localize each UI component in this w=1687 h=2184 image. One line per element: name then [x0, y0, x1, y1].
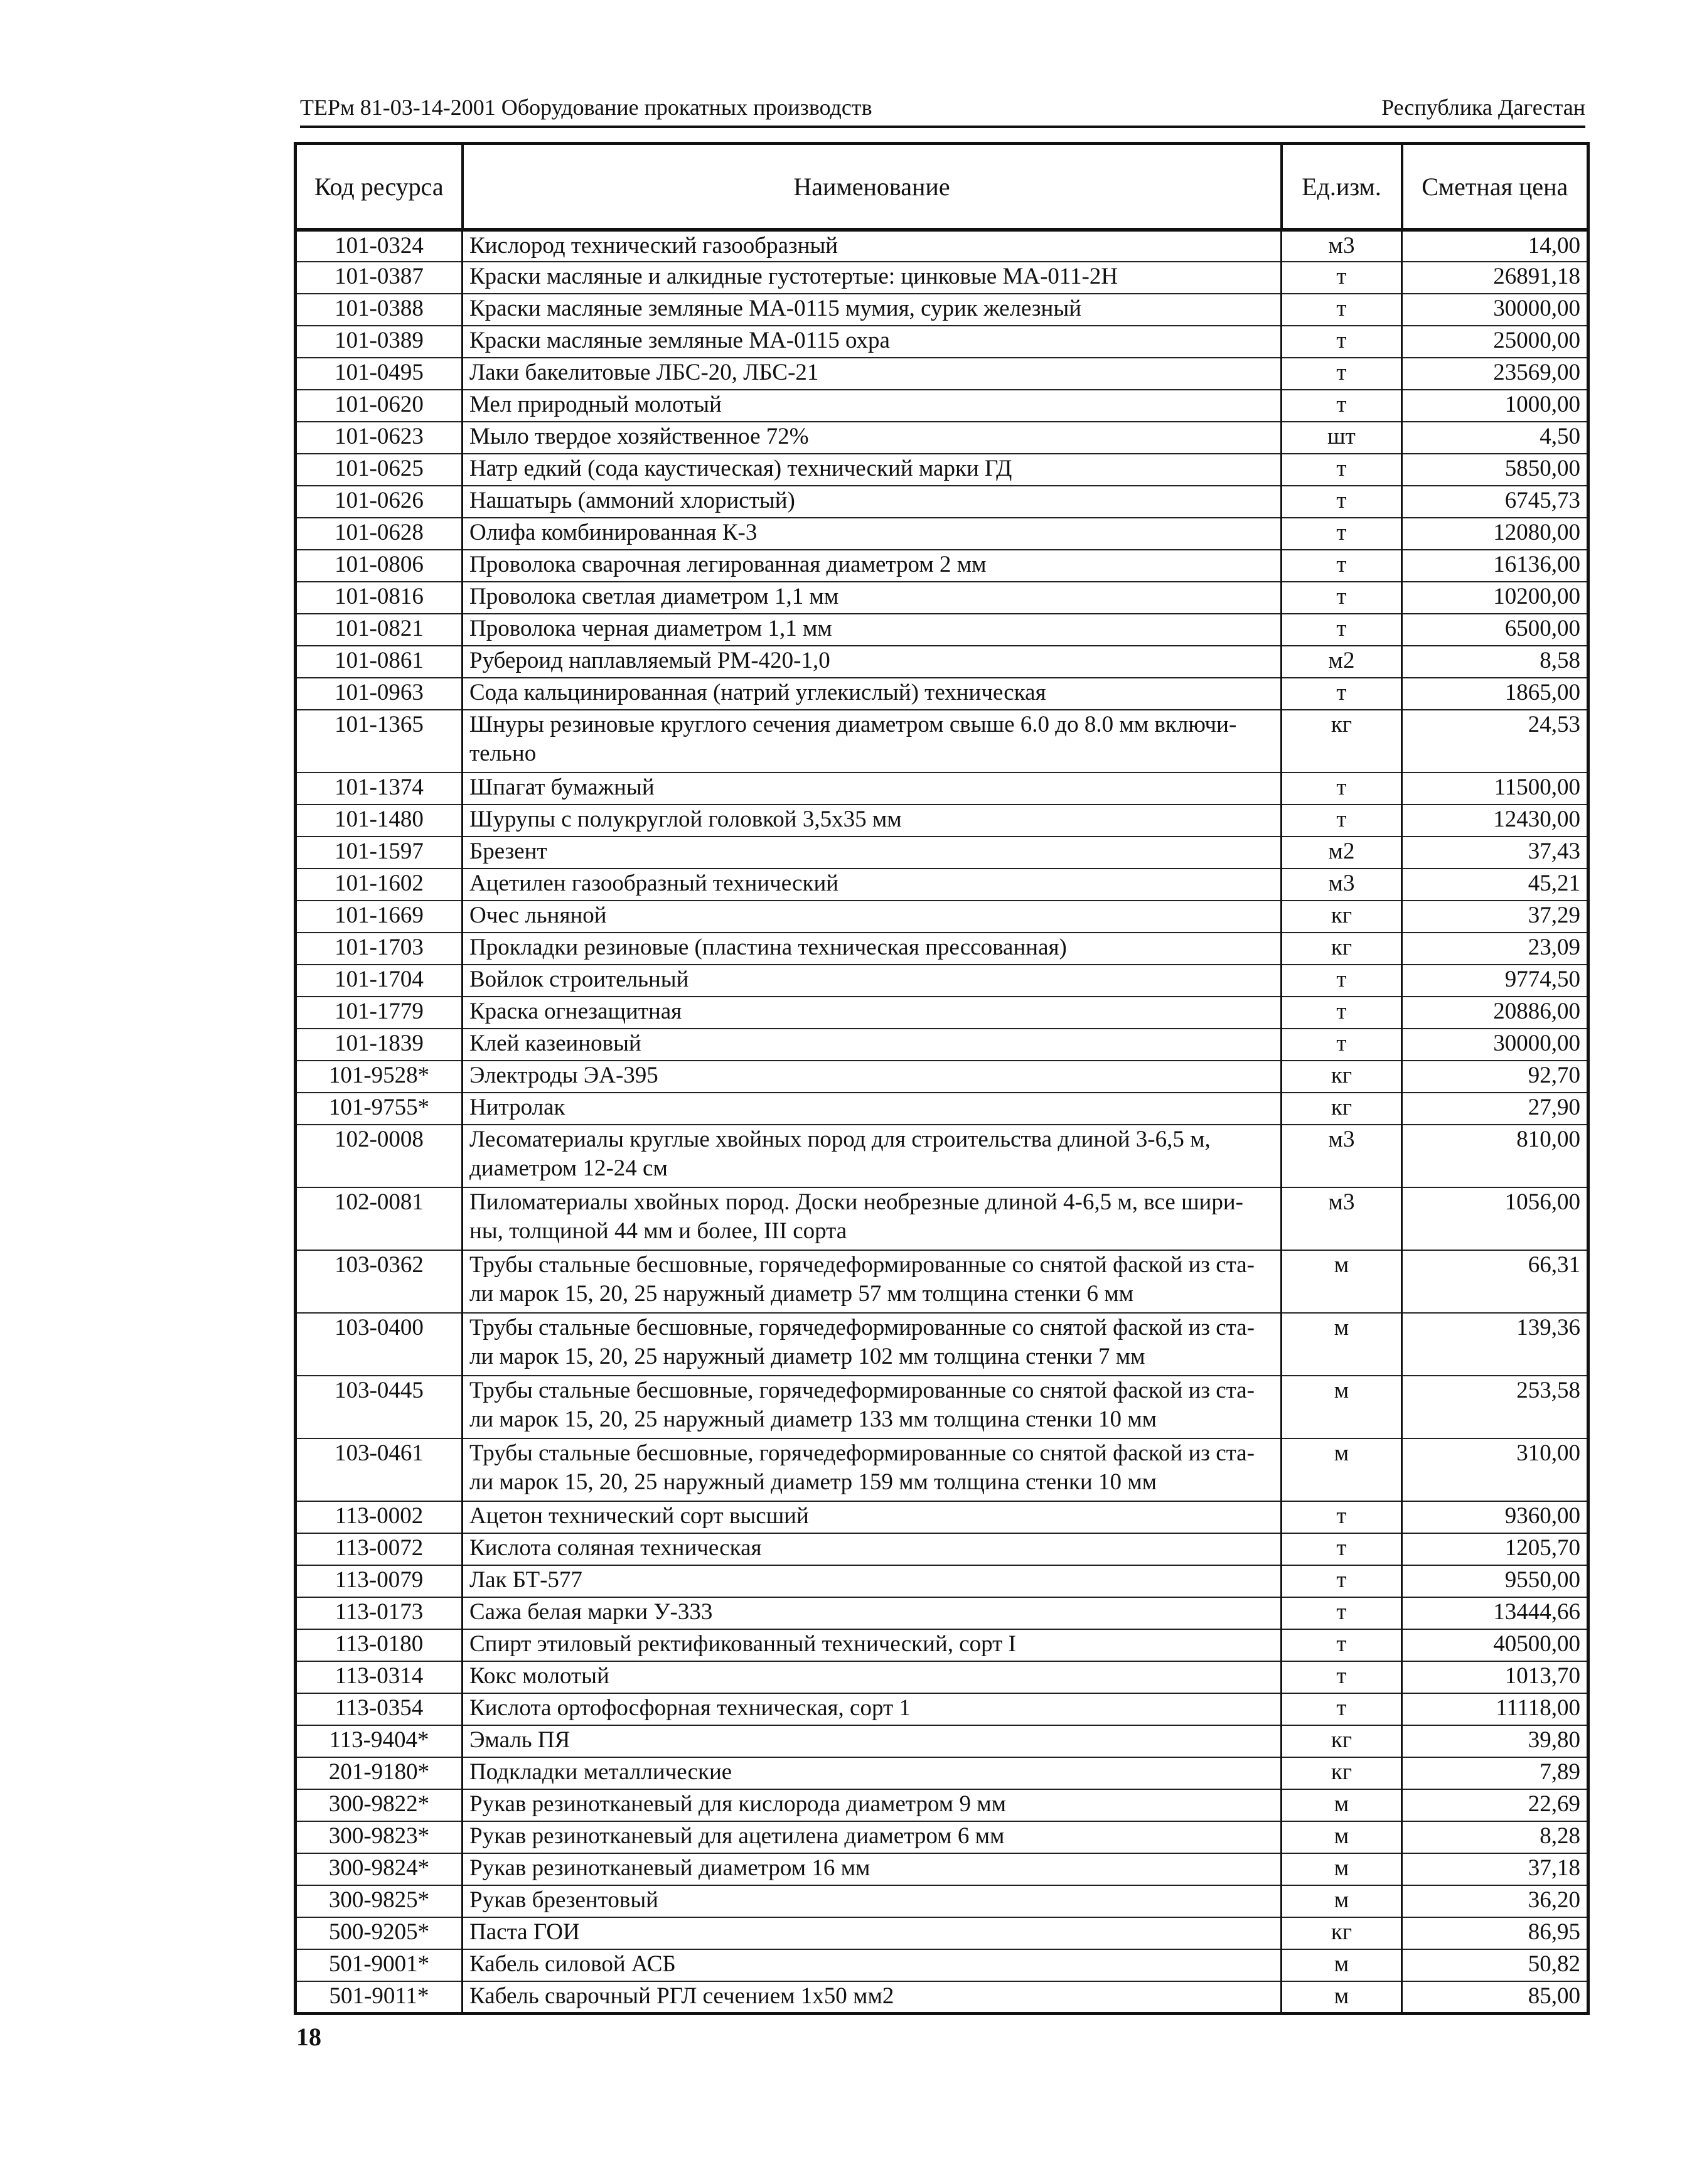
cell-unit: м	[1282, 1821, 1402, 1853]
cell-resource-name: Пиломатериалы хвойных пород. Доски необрезные длиной 4-6,5 м, все шири-ны, толщиной 44 мм и более, III сорта	[463, 1187, 1282, 1250]
cell-resource-code: 101-1480	[296, 805, 463, 837]
cell-resource-name: Сажа белая марки У-333	[463, 1597, 1282, 1629]
table-row	[296, 1061, 1588, 1093]
table-row	[296, 678, 1588, 710]
cell-price: 8,28	[1402, 1821, 1588, 1853]
cell-unit: т	[1282, 1029, 1402, 1061]
table-row	[296, 422, 1588, 454]
cell-resource-code: 101-1374	[296, 773, 463, 805]
cell-price: 50,82	[1402, 1949, 1588, 1981]
cell-resource-code: 300-9822*	[296, 1789, 463, 1821]
cell-resource-code: 101-0389	[296, 326, 463, 358]
cell-resource-code: 101-0388	[296, 294, 463, 326]
cell-resource-code: 101-1704	[296, 965, 463, 997]
cell-price: 16136,00	[1402, 550, 1588, 582]
table-row	[296, 901, 1588, 933]
cell-resource-name: Эмаль ПЯ	[463, 1725, 1282, 1757]
cell-resource-name: Рукав резинотканевый для ацетилена диаметром 6 мм	[463, 1821, 1282, 1853]
cell-price: 39,80	[1402, 1725, 1588, 1757]
table-row	[296, 486, 1588, 518]
cell-unit: м	[1282, 1981, 1402, 2013]
cell-resource-code: 101-1779	[296, 997, 463, 1029]
cell-unit: м	[1282, 1438, 1402, 1501]
table-row	[296, 965, 1588, 997]
cell-unit: т	[1282, 614, 1402, 646]
table-row	[296, 646, 1588, 678]
table-row	[296, 390, 1588, 422]
table-row	[296, 1125, 1588, 1187]
cell-resource-name: Мел природный молотый	[463, 390, 1282, 422]
cell-price: 4,50	[1402, 422, 1588, 454]
table-row	[296, 1565, 1588, 1597]
cell-resource-code: 101-1839	[296, 1029, 463, 1061]
cell-resource-code: 101-0324	[296, 230, 463, 262]
table-row	[296, 805, 1588, 837]
cell-resource-name: Подкладки металлические	[463, 1757, 1282, 1789]
cell-price: 810,00	[1402, 1125, 1588, 1187]
cell-resource-code: 113-0173	[296, 1597, 463, 1629]
cell-resource-name: Рукав резинотканевый для кислорода диаметром 9 мм	[463, 1789, 1282, 1821]
cell-unit: кг	[1282, 901, 1402, 933]
cell-unit: т	[1282, 518, 1402, 550]
cell-unit: т	[1282, 454, 1402, 486]
table-row	[296, 1597, 1588, 1629]
table-row	[296, 1821, 1588, 1853]
cell-price: 45,21	[1402, 869, 1588, 901]
table-row	[296, 1949, 1588, 1981]
cell-resource-name: Проволока сварочная легированная диаметром 2 мм	[463, 550, 1282, 582]
column-header-code: Код ресурса	[296, 144, 463, 230]
cell-resource-name: Краски масляные земляные МА-0115 охра	[463, 326, 1282, 358]
table-row	[296, 1533, 1588, 1565]
cell-unit: м3	[1282, 1187, 1402, 1250]
cell-resource-code: 113-0180	[296, 1629, 463, 1661]
cell-resource-name: Нитролак	[463, 1093, 1282, 1125]
cell-unit: м2	[1282, 646, 1402, 678]
cell-resource-code: 101-0495	[296, 358, 463, 390]
table-row	[296, 933, 1588, 965]
cell-resource-name: Кислота соляная техническая	[463, 1533, 1282, 1565]
table-row	[296, 1885, 1588, 1917]
cell-unit: м3	[1282, 230, 1402, 262]
table-row	[296, 1501, 1588, 1533]
cell-resource-name: Кабель сварочный РГЛ сечением 1х50 мм2	[463, 1981, 1282, 2013]
cell-unit: кг	[1282, 1093, 1402, 1125]
cell-resource-code: 103-0445	[296, 1376, 463, 1438]
cell-unit: т	[1282, 1501, 1402, 1533]
cell-resource-code: 101-0806	[296, 550, 463, 582]
table-row	[296, 837, 1588, 869]
resource-price-table	[294, 142, 1590, 2015]
cell-unit: шт	[1282, 422, 1402, 454]
cell-resource-name: Рубероид наплавляемый РМ-420-1,0	[463, 646, 1282, 678]
cell-resource-name: Кислород технический газообразный	[463, 230, 1282, 262]
cell-price: 13444,66	[1402, 1597, 1588, 1629]
cell-price: 25000,00	[1402, 326, 1588, 358]
cell-unit: т	[1282, 773, 1402, 805]
cell-resource-name: Кислота ортофосфорная техническая, сорт 1	[463, 1693, 1282, 1725]
table-header-row	[296, 144, 1588, 230]
cell-price: 1056,00	[1402, 1187, 1588, 1250]
cell-resource-name: Ацетилен газообразный технический	[463, 869, 1282, 901]
table-row	[296, 1029, 1588, 1061]
cell-unit: т	[1282, 1533, 1402, 1565]
cell-resource-name: Трубы стальные бесшовные, горячедеформированные со снятой фаской из ста-ли марок 15, 20, 25 наружный диаметр 133 мм толщина стенки 10 мм	[463, 1376, 1282, 1438]
column-header-unit: Ед.изм.	[1282, 144, 1402, 230]
cell-resource-code: 103-0362	[296, 1250, 463, 1313]
table-row	[296, 1250, 1588, 1313]
cell-price: 5850,00	[1402, 454, 1588, 486]
cell-resource-name: Кабель силовой АСБ	[463, 1949, 1282, 1981]
cell-resource-code: 101-0816	[296, 582, 463, 614]
cell-resource-code: 113-0079	[296, 1565, 463, 1597]
table-row	[296, 550, 1588, 582]
cell-price: 24,53	[1402, 710, 1588, 773]
cell-resource-name: Проволока светлая диаметром 1,1 мм	[463, 582, 1282, 614]
cell-resource-code: 101-9528*	[296, 1061, 463, 1093]
cell-price: 37,43	[1402, 837, 1588, 869]
table-row	[296, 1693, 1588, 1725]
cell-price: 139,36	[1402, 1313, 1588, 1376]
cell-resource-code: 101-0625	[296, 454, 463, 486]
table-row	[296, 262, 1588, 294]
cell-resource-code: 101-0861	[296, 646, 463, 678]
cell-unit: м	[1282, 1885, 1402, 1917]
table-row	[296, 454, 1588, 486]
cell-unit: т	[1282, 358, 1402, 390]
cell-resource-code: 101-1669	[296, 901, 463, 933]
cell-resource-name: Рукав брезентовый	[463, 1885, 1282, 1917]
cell-unit: м	[1282, 1789, 1402, 1821]
table-row	[296, 230, 1588, 262]
cell-price: 86,95	[1402, 1917, 1588, 1949]
cell-resource-code: 300-9824*	[296, 1853, 463, 1885]
cell-resource-name: Трубы стальные бесшовные, горячедеформированные со снятой фаской из ста-ли марок 15, 20, 25 наружный диаметр 159 мм толщина стенки 10 мм	[463, 1438, 1282, 1501]
cell-resource-name: Рукав резинотканевый диаметром 16 мм	[463, 1853, 1282, 1885]
cell-unit: м3	[1282, 869, 1402, 901]
cell-resource-code: 113-0002	[296, 1501, 463, 1533]
column-header-price: Сметная цена	[1402, 144, 1588, 230]
cell-unit: кг	[1282, 1725, 1402, 1757]
cell-unit: т	[1282, 1661, 1402, 1693]
cell-resource-name: Краска огнезащитная	[463, 997, 1282, 1029]
cell-unit: т	[1282, 262, 1402, 294]
cell-price: 11500,00	[1402, 773, 1588, 805]
cell-resource-code: 501-9001*	[296, 1949, 463, 1981]
table-row	[296, 326, 1588, 358]
cell-resource-code: 113-0314	[296, 1661, 463, 1693]
cell-unit: т	[1282, 390, 1402, 422]
cell-resource-code: 113-9404*	[296, 1725, 463, 1757]
table-row	[296, 1629, 1588, 1661]
cell-resource-name: Олифа комбинированная К-3	[463, 518, 1282, 550]
table-row	[296, 1725, 1588, 1757]
cell-resource-code: 500-9205*	[296, 1917, 463, 1949]
table-row	[296, 582, 1588, 614]
cell-price: 6500,00	[1402, 614, 1588, 646]
cell-resource-name: Лесоматериалы круглые хвойных пород для строительства длиной 3-6,5 м, диаметром 12-24 см	[463, 1125, 1282, 1187]
table-row	[296, 1981, 1588, 2013]
cell-resource-code: 101-9755*	[296, 1093, 463, 1125]
table-row	[296, 1853, 1588, 1885]
cell-unit: т	[1282, 997, 1402, 1029]
cell-resource-name: Краски масляные и алкидные густотертые: цинковые МА-011-2Н	[463, 262, 1282, 294]
cell-resource-code: 300-9825*	[296, 1885, 463, 1917]
cell-unit: т	[1282, 678, 1402, 710]
table-row	[296, 1661, 1588, 1693]
cell-price: 85,00	[1402, 1981, 1588, 2013]
cell-unit: т	[1282, 1693, 1402, 1725]
cell-price: 92,70	[1402, 1061, 1588, 1093]
page-number: 18	[296, 2023, 321, 2051]
cell-resource-code: 102-0081	[296, 1187, 463, 1250]
cell-price: 1865,00	[1402, 678, 1588, 710]
column-header-name: Наименование	[463, 144, 1282, 230]
cell-resource-name: Ацетон технический сорт высший	[463, 1501, 1282, 1533]
cell-price: 20886,00	[1402, 997, 1588, 1029]
resource-table-container	[294, 142, 1587, 2015]
cell-price: 37,29	[1402, 901, 1588, 933]
cell-unit: кг	[1282, 710, 1402, 773]
cell-price: 7,89	[1402, 1757, 1588, 1789]
cell-price: 1000,00	[1402, 390, 1588, 422]
cell-resource-code: 101-0628	[296, 518, 463, 550]
cell-resource-code: 101-1597	[296, 837, 463, 869]
cell-resource-code: 101-0387	[296, 262, 463, 294]
cell-price: 26891,18	[1402, 262, 1588, 294]
cell-price: 9550,00	[1402, 1565, 1588, 1597]
cell-resource-name: Кокс молотый	[463, 1661, 1282, 1693]
cell-resource-code: 101-0821	[296, 614, 463, 646]
cell-resource-name: Нашатырь (аммоний хлористый)	[463, 486, 1282, 518]
cell-price: 9360,00	[1402, 1501, 1588, 1533]
cell-price: 14,00	[1402, 230, 1588, 262]
cell-resource-name: Лаки бакелитовые ЛБС-20, ЛБС-21	[463, 358, 1282, 390]
cell-resource-code: 300-9823*	[296, 1821, 463, 1853]
cell-resource-name: Лак БТ-577	[463, 1565, 1282, 1597]
cell-unit: т	[1282, 1565, 1402, 1597]
table-row	[296, 358, 1588, 390]
cell-resource-name: Очес льняной	[463, 901, 1282, 933]
cell-resource-code: 101-1703	[296, 933, 463, 965]
cell-unit: м	[1282, 1250, 1402, 1313]
cell-unit: кг	[1282, 933, 1402, 965]
cell-resource-code: 101-0626	[296, 486, 463, 518]
table-row	[296, 1438, 1588, 1501]
cell-unit: м2	[1282, 837, 1402, 869]
cell-resource-name: Шпагат бумажный	[463, 773, 1282, 805]
cell-unit: кг	[1282, 1917, 1402, 1949]
cell-price: 30000,00	[1402, 294, 1588, 326]
cell-resource-name: Шурупы с полукруглой головкой 3,5х35 мм	[463, 805, 1282, 837]
cell-unit: т	[1282, 1597, 1402, 1629]
cell-price: 66,31	[1402, 1250, 1588, 1313]
cell-resource-code: 113-0072	[296, 1533, 463, 1565]
table-row	[296, 997, 1588, 1029]
table-row	[296, 614, 1588, 646]
cell-resource-code: 101-0623	[296, 422, 463, 454]
table-row	[296, 294, 1588, 326]
cell-unit: т	[1282, 805, 1402, 837]
cell-price: 6745,73	[1402, 486, 1588, 518]
cell-unit: м3	[1282, 1125, 1402, 1187]
cell-price: 310,00	[1402, 1438, 1588, 1501]
cell-resource-name: Мыло твердое хозяйственное 72%	[463, 422, 1282, 454]
cell-price: 30000,00	[1402, 1029, 1588, 1061]
table-row	[296, 1757, 1588, 1789]
cell-price: 1013,70	[1402, 1661, 1588, 1693]
cell-resource-code: 103-0461	[296, 1438, 463, 1501]
cell-price: 23,09	[1402, 933, 1588, 965]
cell-resource-code: 101-0620	[296, 390, 463, 422]
cell-unit: м	[1282, 1313, 1402, 1376]
cell-price: 9774,50	[1402, 965, 1588, 997]
cell-price: 40500,00	[1402, 1629, 1588, 1661]
cell-resource-name: Паста ГОИ	[463, 1917, 1282, 1949]
cell-price: 10200,00	[1402, 582, 1588, 614]
cell-unit: м	[1282, 1376, 1402, 1438]
table-row	[296, 518, 1588, 550]
cell-resource-name: Краски масляные земляные МА-0115 мумия, сурик железный	[463, 294, 1282, 326]
cell-resource-name: Сода кальцинированная (натрий углекислый) техническая	[463, 678, 1282, 710]
cell-unit: т	[1282, 965, 1402, 997]
cell-resource-name: Шнуры резиновые круглого сечения диаметром свыше 6.0 до 8.0 мм включи-тельно	[463, 710, 1282, 773]
table-row	[296, 1093, 1588, 1125]
cell-resource-code: 102-0008	[296, 1125, 463, 1187]
cell-price: 23569,00	[1402, 358, 1588, 390]
cell-price: 1205,70	[1402, 1533, 1588, 1565]
cell-resource-name: Трубы стальные бесшовные, горячедеформированные со снятой фаской из ста-ли марок 15, 20, 25 наружный диаметр 57 мм толщина стенки 6 мм	[463, 1250, 1282, 1313]
cell-price: 37,18	[1402, 1853, 1588, 1885]
cell-resource-name: Электроды ЭА-395	[463, 1061, 1282, 1093]
cell-unit: т	[1282, 550, 1402, 582]
cell-price: 8,58	[1402, 646, 1588, 678]
cell-price: 12080,00	[1402, 518, 1588, 550]
cell-resource-code: 201-9180*	[296, 1757, 463, 1789]
cell-unit: м	[1282, 1853, 1402, 1885]
region-label: Республика Дагестан	[1381, 95, 1585, 120]
table-row	[296, 1917, 1588, 1949]
table-row	[296, 1313, 1588, 1376]
table-row	[296, 710, 1588, 773]
cell-price: 22,69	[1402, 1789, 1588, 1821]
cell-price: 27,90	[1402, 1093, 1588, 1125]
cell-resource-code: 103-0400	[296, 1313, 463, 1376]
table-row	[296, 1376, 1588, 1438]
table-row	[296, 869, 1588, 901]
cell-price: 36,20	[1402, 1885, 1588, 1917]
table-row	[296, 1789, 1588, 1821]
cell-price: 12430,00	[1402, 805, 1588, 837]
document-title: ТЕРм 81-03-14-2001 Оборудование прокатных производств	[300, 95, 872, 120]
cell-unit: т	[1282, 582, 1402, 614]
cell-price: 253,58	[1402, 1376, 1588, 1438]
cell-unit: м	[1282, 1949, 1402, 1981]
cell-resource-name: Прокладки резиновые (пластина техническая прессованная)	[463, 933, 1282, 965]
cell-unit: т	[1282, 294, 1402, 326]
cell-unit: т	[1282, 486, 1402, 518]
cell-resource-name: Проволока черная диаметром 1,1 мм	[463, 614, 1282, 646]
cell-resource-name: Спирт этиловый ректификованный технический, сорт I	[463, 1629, 1282, 1661]
table-body	[296, 230, 1588, 2013]
cell-resource-name: Натр едкий (сода каустическая) технический марки ГД	[463, 454, 1282, 486]
cell-resource-name: Брезент	[463, 837, 1282, 869]
cell-price: 11118,00	[1402, 1693, 1588, 1725]
cell-unit: т	[1282, 326, 1402, 358]
page-header	[300, 89, 1585, 128]
cell-resource-code: 101-1602	[296, 869, 463, 901]
table-row	[296, 1187, 1588, 1250]
cell-resource-code: 501-9011*	[296, 1981, 463, 2013]
cell-unit: кг	[1282, 1757, 1402, 1789]
cell-resource-code: 113-0354	[296, 1693, 463, 1725]
cell-resource-name: Трубы стальные бесшовные, горячедеформированные со снятой фаской из ста-ли марок 15, 20, 25 наружный диаметр 102 мм толщина стенки 7 мм	[463, 1313, 1282, 1376]
cell-resource-code: 101-1365	[296, 710, 463, 773]
cell-resource-name: Клей казеиновый	[463, 1029, 1282, 1061]
cell-resource-name: Войлок строительный	[463, 965, 1282, 997]
cell-resource-code: 101-0963	[296, 678, 463, 710]
cell-unit: кг	[1282, 1061, 1402, 1093]
table-row	[296, 773, 1588, 805]
cell-unit: т	[1282, 1629, 1402, 1661]
